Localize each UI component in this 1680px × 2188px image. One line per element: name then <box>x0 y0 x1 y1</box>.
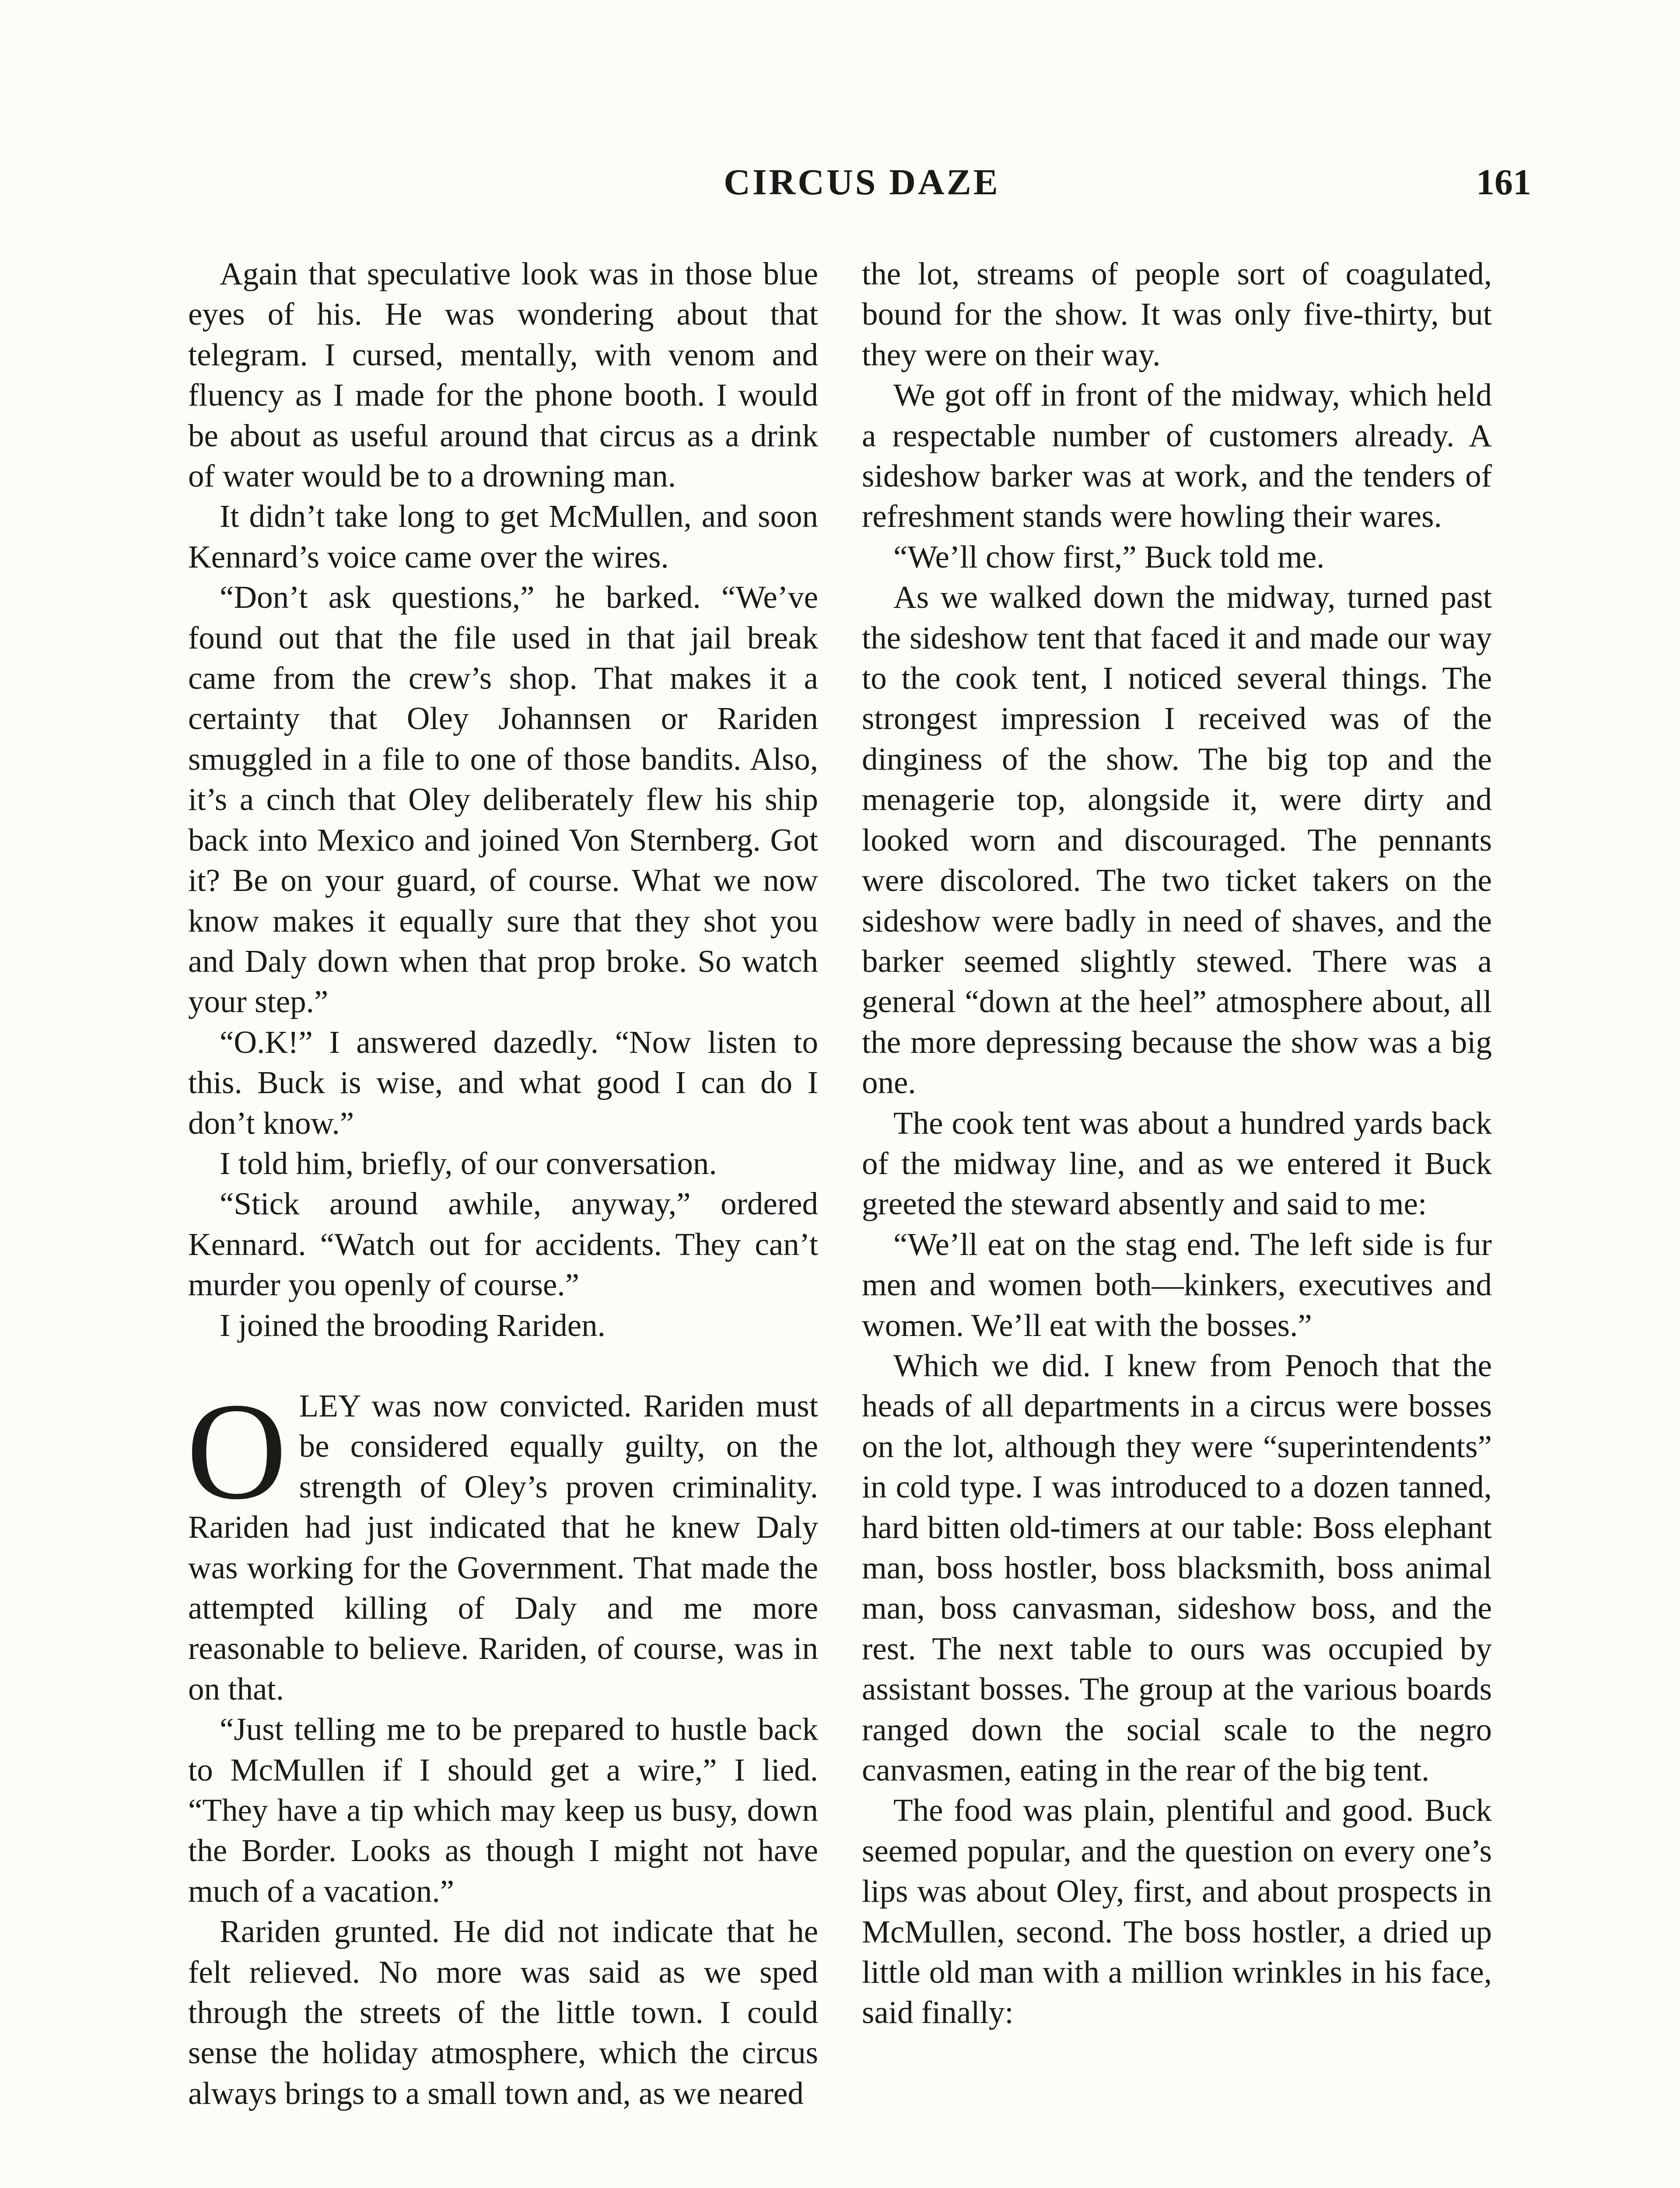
continued-paragraph: the lot, streams of people sort of coagulated, bound for the show. It was only five-thirty, but they were on their way. <box>862 256 1492 372</box>
paragraph: As we walked down the midway, turned past the sideshow tent that faced it and made our way to the cook tent, I noticed several things. The strongest impression I received was of the dinginess of the show. The big top and the menagerie top, alongside it, were dirty and looked worn and discouraged. The pennants were discolored. The two ticket takers on the sideshow were badly in need of shaves, and the barker seemed slightly stewed. There was a general “down at the heel” atmosphere about, all the more depressing because the show was a big one. <box>862 579 1492 1101</box>
section-opening-text: LEY was now convicted. Rariden must be considered equally guilty, on the strength of Oley’s proven criminality. Rariden had just indicated that he knew Daly was working for the Government. That made the attempted killing of Daly and me more reasonable to believe. Rariden, of course, was in on that. <box>188 1388 818 1707</box>
paragraph: “We’ll eat on the stag end. The left side is fur men and women both—kinkers, executives and women. We’ll eat with the bosses.” <box>862 1226 1492 1343</box>
paragraph: Again that speculative look was in those blue eyes of his. He was wondering about that telegram. I cursed, mentally, with venom and fluency as I made for the phone booth. I would be about as useful around that circus as a drink of water would be to a drowning man. <box>188 256 818 494</box>
page-number: 161 <box>1476 162 1531 203</box>
paragraph: I told him, briefly, of our conversation. <box>220 1145 717 1181</box>
paragraph: The cook tent was about a hundred yards back of the midway line, and as we entered it Buck greeted the steward absently and said to me: <box>862 1105 1492 1222</box>
section-opening-paragraph <box>186 1374 818 1709</box>
paragraph: It didn’t take long to get McMullen, and soon Kennard’s voice came over the wires. <box>188 498 818 575</box>
left-column <box>188 254 818 2114</box>
page-header <box>192 161 1531 209</box>
running-title: CIRCUS DAZE <box>724 162 1000 203</box>
drop-cap: O <box>186 1374 287 1528</box>
paragraph: The food was plain, plentiful and good. Buck seemed popular, and the question on every one’s lips was about Oley, first, and about prospects in McMullen, second. The boss hostler, a dried up little old man with a million wrinkles in his face, said finally: <box>862 1792 1492 2030</box>
paragraph: I joined the brooding Rariden. <box>220 1307 606 1343</box>
paragraph: Which we did. I knew from Penoch that the heads of all departments in a circus were bosses on the lot, although they were “superintendents” in cold type. I was introduced to a dozen tanned, hard bitten old-timers at our table: Boss elephant man, boss hostler, boss blacksmith, boss animal man, boss canvasman, sideshow boss, and the rest. The next table to ours was occupied by assistant bosses. The group at the various boards ranged down the social scale to the negro canvasmen, eating in the rear of the big tent. <box>862 1347 1492 1788</box>
paragraph: We got off in front of the midway, which held a respectable number of customers already. A sideshow barker was at work, and the tenders of refreshment stands were howling their wares. <box>862 377 1492 534</box>
paragraph: “Just telling me to be prepared to hustle back to McMullen if I should get a wire,” I lied. “They have a tip which may keep us busy, down the Border. Looks as though I might not have much of a vacation.” <box>188 1711 818 1909</box>
paragraph: “We’ll chow first,” Buck told me. <box>893 539 1325 575</box>
right-column <box>862 254 1492 2033</box>
paragraph: Rariden grunted. He did not indicate that he felt relieved. No more was said as we sped through the streets of the little town. I could sense the holiday atmosphere, which the circus always brings to a small town and, as we neared <box>188 1914 818 2111</box>
paragraph: “Don’t ask questions,” he barked. “We’ve found out that the file used in that jail break came from the crew’s shop. That makes it a certainty that Oley Johannsen or Rariden smuggled in a file to one of those bandits. Also, it’s a cinch that Oley deliberately flew his ship back into Mexico and joined Von Sternberg. Got it? Be on your guard, of course. What we now know makes it equally sure that they shot you and Daly down when that prop broke. So watch your step.” <box>188 579 818 1020</box>
paragraph: “Stick around awhile, anyway,” ordered Kennard. “Watch out for accidents. They can’t murder you openly of course.” <box>188 1186 818 1303</box>
paragraph: “O.K!” I answered dazedly. “Now listen to this. Buck is wise, and what good I can do I don’t know.” <box>188 1024 818 1141</box>
